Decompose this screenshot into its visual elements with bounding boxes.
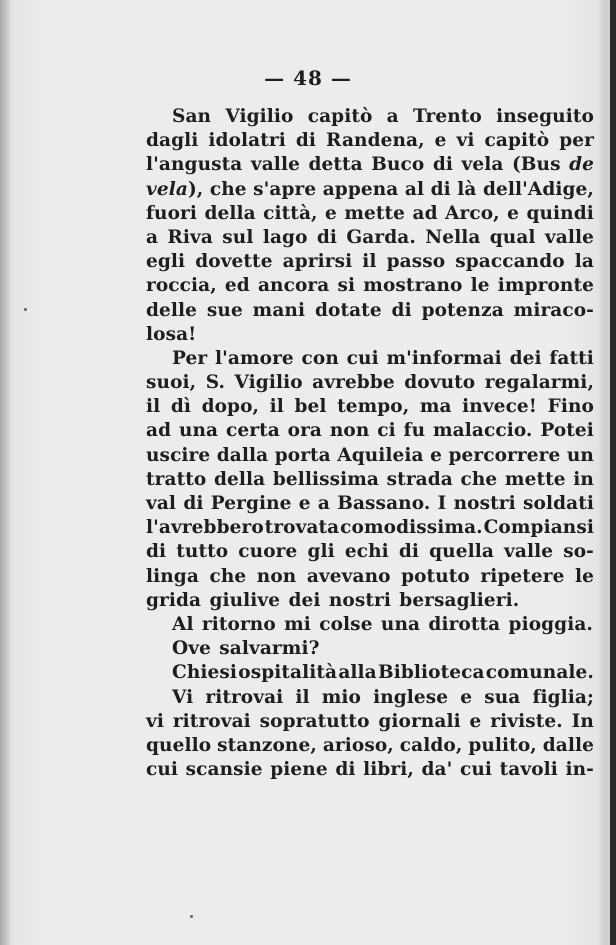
word: ancora: [257, 275, 330, 297]
text-line: [146, 153, 594, 177]
word: inseguito: [496, 106, 594, 127]
word: certa: [225, 420, 280, 442]
word: quindi: [526, 202, 594, 224]
word: un: [566, 444, 594, 466]
word: percorrere: [448, 444, 561, 466]
word: fatti: [549, 347, 594, 369]
word: echi: [344, 541, 389, 563]
word: alla: [338, 662, 377, 684]
word: dagli: [146, 130, 199, 152]
word: capitò: [484, 130, 550, 152]
word: inglese: [373, 686, 449, 708]
word: e: [507, 202, 520, 224]
word: Al: [172, 613, 194, 635]
word: ed: [224, 275, 250, 297]
word: giornali: [378, 710, 461, 732]
word: comodissima.: [340, 517, 483, 539]
word: Nella: [425, 226, 481, 248]
body-text: [146, 105, 594, 782]
word: losa!: [146, 323, 197, 345]
word: arioso,: [322, 734, 394, 756]
word: sua: [484, 686, 521, 708]
word: grida: [146, 589, 202, 611]
word: Potei: [540, 420, 594, 442]
word: vela: [461, 154, 504, 176]
word: e: [469, 710, 482, 732]
word: bersaglieri.: [399, 589, 520, 611]
word: tutto: [176, 541, 229, 563]
word: mostrano: [363, 275, 463, 297]
word: ci: [377, 420, 396, 442]
word: val: [146, 493, 177, 514]
word: dovuto: [404, 372, 476, 394]
word: Ove: [172, 638, 211, 660]
word: libri,: [363, 759, 414, 781]
word: dei: [509, 347, 542, 369]
word: il: [362, 251, 377, 273]
word: riviste.: [490, 710, 563, 732]
word: soldati: [522, 493, 594, 514]
word: Garda.: [346, 226, 416, 248]
word: le: [575, 565, 594, 587]
word: gli: [307, 541, 335, 563]
word: m'informai: [386, 347, 502, 369]
word: l'amore: [214, 347, 294, 369]
word: miraco-: [513, 299, 594, 321]
word: porta: [274, 444, 331, 466]
word: con: [301, 347, 339, 369]
word: cui: [346, 347, 379, 369]
word: che: [209, 178, 247, 200]
word: a: [386, 106, 399, 127]
word: sue: [206, 299, 243, 321]
word: avrebbe: [312, 372, 395, 394]
word: appena: [322, 178, 399, 200]
word: Compiansi: [483, 517, 594, 539]
word: capitò: [307, 106, 373, 127]
word: mette: [344, 202, 406, 224]
word: a: [146, 226, 159, 248]
word: vi: [146, 710, 164, 732]
word: tavoli: [499, 759, 558, 781]
word: stanzone,: [217, 734, 317, 756]
word: Aquileia: [337, 444, 424, 466]
word: pioggia.: [508, 613, 593, 635]
word: Bassano.: [337, 493, 431, 514]
text-line: [146, 129, 594, 153]
word: qual: [489, 226, 536, 248]
text-line: [146, 734, 594, 758]
word: ma: [419, 396, 452, 418]
word: comunale.: [485, 662, 594, 684]
text-line: [146, 274, 594, 298]
word: bel: [294, 396, 327, 418]
word: egli: [146, 251, 186, 273]
text-line: [146, 516, 594, 540]
word: strada: [386, 468, 453, 490]
word: so-: [563, 541, 594, 563]
word: di: [183, 493, 204, 514]
word: de: [569, 154, 594, 176]
page-number: — 48 —: [264, 66, 352, 90]
word: ritrovai: [172, 710, 251, 732]
word: non: [329, 420, 370, 442]
word: sul: [222, 226, 254, 248]
word: il: [269, 396, 284, 418]
word: che: [460, 468, 498, 490]
word: San: [172, 106, 212, 127]
text-line: [146, 710, 594, 734]
word: piene: [270, 759, 328, 781]
text-line: [146, 565, 594, 589]
word: cuore: [238, 541, 298, 563]
word: dalla: [216, 444, 269, 466]
word: delle: [146, 299, 198, 321]
text-line: [146, 250, 594, 274]
word: ad: [412, 202, 438, 224]
word: Per: [172, 347, 208, 369]
word: una: [178, 420, 219, 442]
word: sopratutto: [259, 710, 370, 732]
word: mette: [504, 468, 566, 490]
text-line: [146, 178, 594, 202]
word: Arco,: [445, 202, 500, 224]
word: I: [437, 493, 447, 514]
word: passo: [386, 251, 446, 273]
word: dei: [288, 589, 321, 611]
word: aprirsi: [282, 251, 353, 273]
word: malaccio.: [432, 420, 533, 442]
word: mani: [252, 299, 306, 321]
word: di: [295, 130, 317, 152]
word: dell'Adige,: [482, 178, 594, 200]
word: figlia;: [532, 686, 594, 708]
word: dovette: [195, 251, 273, 273]
word: Vi: [172, 686, 194, 708]
word: si: [337, 275, 356, 297]
word: di: [316, 226, 338, 248]
word: Trento: [412, 106, 482, 127]
word: valle: [544, 226, 594, 248]
word: lago: [262, 226, 308, 248]
word: e: [298, 493, 311, 514]
word: e: [325, 202, 337, 224]
word: salvarmi?: [219, 638, 320, 660]
word: idolatri: [208, 130, 286, 152]
word: ora: [287, 420, 323, 442]
word: linga: [146, 565, 199, 587]
word: della: [204, 202, 256, 224]
text-line: [146, 226, 594, 250]
text-line: [146, 395, 594, 419]
word: le: [470, 275, 490, 297]
word: ritrovai: [205, 686, 284, 708]
word: l'avrebbero: [146, 517, 264, 539]
text-line: [146, 371, 594, 395]
text-line: [146, 444, 594, 468]
word: roccia,: [146, 275, 217, 297]
word: mi: [284, 613, 311, 635]
word: suoi,: [146, 372, 197, 394]
word: una: [380, 613, 421, 635]
word: regalarmi,: [484, 372, 594, 394]
text-line: [146, 299, 594, 323]
page-gutter-shadow: [0, 0, 10, 945]
word: Biblioteca: [377, 662, 485, 684]
word: uscire: [146, 444, 211, 466]
word: fuori: [146, 202, 198, 224]
word: valle: [250, 154, 300, 176]
word: Vigilio: [225, 106, 294, 127]
text-line: [146, 613, 594, 637]
word: di: [146, 541, 167, 563]
word: che: [209, 565, 247, 587]
text-line: [146, 347, 594, 371]
word: pulito,: [468, 734, 537, 756]
text-line: [146, 202, 594, 226]
word: dì: [170, 396, 191, 418]
word: quella: [429, 541, 494, 563]
word: dirotta: [428, 613, 501, 635]
word: di: [335, 759, 356, 781]
word: e: [430, 444, 443, 466]
text-line: [146, 105, 594, 129]
word: non: [256, 565, 297, 587]
word: vela),: [146, 178, 204, 200]
paper-speck: [24, 308, 27, 311]
word: nostri: [328, 589, 391, 611]
word: Riva: [167, 226, 213, 248]
text-line: [146, 758, 594, 782]
text-line: [146, 540, 594, 564]
word: di: [391, 299, 412, 321]
word: cui: [146, 759, 179, 781]
word: Randena,: [326, 130, 425, 152]
word: ripetere: [480, 565, 565, 587]
word: colse: [319, 613, 373, 635]
word: tempo,: [337, 396, 410, 418]
word: da': [421, 759, 453, 781]
word: il: [146, 396, 161, 418]
word: della: [213, 468, 266, 490]
word: scansie: [185, 759, 263, 781]
word: quello: [146, 734, 212, 756]
word: la: [574, 251, 594, 273]
text-line: [146, 661, 594, 685]
word: l'angusta: [146, 154, 243, 176]
word: Fino: [547, 396, 594, 418]
word: vi: [456, 130, 475, 152]
word: tratto: [146, 468, 207, 490]
word: impronte: [497, 275, 594, 297]
text-line: [146, 419, 594, 443]
word: dopo,: [201, 396, 260, 418]
word: dalle: [542, 734, 594, 756]
page-edge-border: [610, 0, 616, 945]
word: in-: [565, 759, 594, 781]
word: mio: [321, 686, 361, 708]
word: ad: [146, 420, 172, 442]
word: ritorno: [201, 613, 276, 635]
word: al: [404, 178, 425, 200]
word: nostri: [453, 493, 516, 514]
word: invece!: [462, 396, 538, 418]
word: Pergine: [210, 493, 292, 514]
text-line: [146, 637, 594, 661]
text-line: [146, 492, 594, 516]
word: In: [571, 710, 594, 732]
word: avevano: [306, 565, 391, 587]
text-line: [146, 686, 594, 710]
word: fu: [403, 420, 426, 442]
word: S.: [205, 372, 226, 394]
paper-speck: [190, 915, 193, 918]
word: di: [430, 178, 451, 200]
word: città,: [263, 202, 318, 224]
word: caldo,: [399, 734, 463, 756]
text-line: [146, 468, 594, 492]
word: potuto: [401, 565, 470, 587]
word: potenza: [421, 299, 504, 321]
text-line: [146, 323, 594, 347]
word: per: [559, 130, 594, 152]
word: dotate: [314, 299, 382, 321]
word: s'apre: [253, 178, 317, 200]
word: Chiesi: [172, 662, 238, 684]
word: in: [573, 468, 594, 490]
word: detta: [308, 154, 363, 176]
word: bellissima: [272, 468, 380, 490]
word: di: [432, 154, 453, 176]
word: e: [460, 686, 473, 708]
word: e: [434, 130, 447, 152]
word: trovata: [264, 517, 340, 539]
word: Vigilio: [234, 372, 303, 394]
word: ospitalità: [238, 662, 338, 684]
word: (Bus: [511, 154, 561, 176]
word: spaccando: [455, 251, 565, 273]
word: giulive: [209, 589, 281, 611]
word: valle: [504, 541, 554, 563]
word: di: [398, 541, 420, 563]
word: là: [457, 178, 477, 200]
word: Buco: [371, 154, 425, 176]
word: a: [317, 493, 330, 514]
word: il: [295, 686, 310, 708]
text-line: [146, 589, 594, 613]
word: cui: [459, 759, 493, 781]
